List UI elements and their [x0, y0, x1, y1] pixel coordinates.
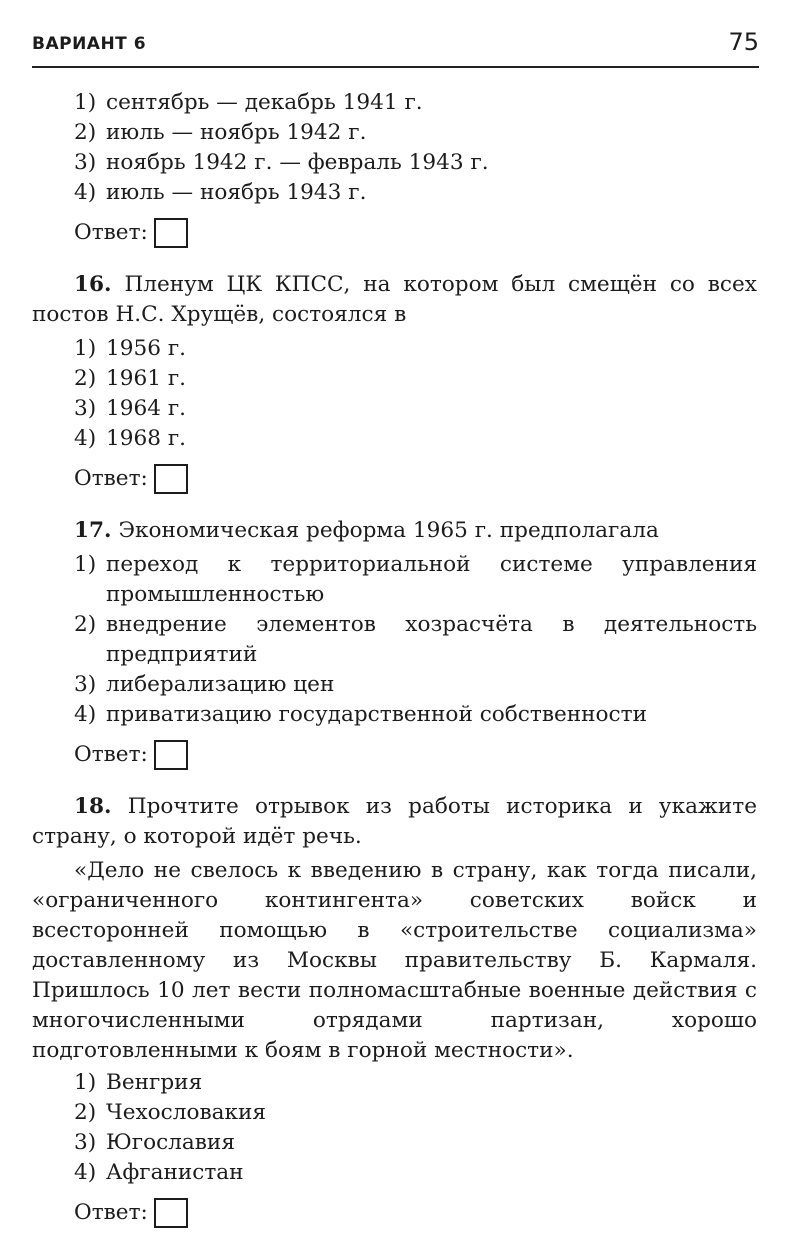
- question-18: [32, 792, 757, 1228]
- answer-row: [32, 740, 757, 770]
- answer-label: Ответ:: [74, 466, 148, 491]
- option-item: [32, 700, 757, 730]
- option-number: 3): [74, 150, 97, 175]
- option-number: 2): [74, 612, 97, 637]
- option-item: [32, 424, 757, 454]
- header-divider: [32, 66, 759, 68]
- option-text: Чехословакия: [106, 1100, 267, 1125]
- question-number: 18.: [74, 794, 112, 819]
- option-text: 1961 г.: [106, 366, 186, 391]
- option-number: 3): [74, 1130, 97, 1155]
- option-item: [32, 1098, 757, 1128]
- option-text: либерализацию цен: [106, 672, 335, 697]
- option-number: 2): [74, 366, 97, 391]
- page-number: 75: [728, 28, 759, 56]
- question-18-options: [32, 1068, 757, 1188]
- option-text: ноябрь 1942 г. — февраль 1943 г.: [106, 150, 489, 175]
- option-text: июль — ноябрь 1943 г.: [106, 180, 367, 205]
- option-text: июль — ноябрь 1942 г.: [106, 120, 367, 145]
- answer-row: [32, 218, 757, 248]
- option-item: [32, 334, 757, 364]
- option-number: 2): [74, 1100, 97, 1125]
- question-17-options: [32, 550, 757, 730]
- option-number: 4): [74, 702, 97, 727]
- answer-box[interactable]: [154, 1198, 188, 1228]
- question-16: [32, 270, 757, 494]
- answer-label: Ответ:: [74, 220, 148, 245]
- option-item: [32, 178, 757, 208]
- question-number: 16.: [74, 272, 112, 297]
- page-header: [32, 28, 759, 68]
- answer-box[interactable]: [154, 464, 188, 494]
- option-text: внедрение элементов хозрасчёта в деятельность предприятий: [106, 612, 757, 667]
- option-number: 4): [74, 426, 97, 451]
- option-item: [32, 1128, 757, 1158]
- answer-box[interactable]: [154, 218, 188, 248]
- option-item: [32, 118, 757, 148]
- option-text: сентябрь — декабрь 1941 г.: [106, 90, 423, 115]
- question-15: [32, 88, 757, 248]
- option-text: переход к территориальной системе управления промышленностью: [106, 552, 757, 607]
- option-item: [32, 610, 757, 670]
- answer-label: Ответ:: [74, 742, 148, 767]
- option-item: [32, 670, 757, 700]
- option-number: 1): [74, 1070, 97, 1095]
- variant-title: ВАРИАНТ 6: [32, 34, 147, 54]
- question-prompt: Прочтите отрывок из работы историка и укажите страну, о которой идёт речь.: [32, 794, 757, 849]
- option-number: 3): [74, 396, 97, 421]
- question-number: 17.: [74, 518, 112, 543]
- option-item: [32, 88, 757, 118]
- option-text: 1956 г.: [106, 336, 186, 361]
- question-16-options: [32, 334, 757, 454]
- answer-row: [32, 1198, 757, 1228]
- option-text: 1964 г.: [106, 396, 186, 421]
- option-item: [32, 148, 757, 178]
- option-item: [32, 364, 757, 394]
- question-text: [32, 270, 757, 330]
- option-text: 1968 г.: [106, 426, 186, 451]
- option-number: 3): [74, 672, 97, 697]
- option-number: 2): [74, 120, 97, 145]
- option-number: 4): [74, 180, 97, 205]
- option-number: 1): [74, 336, 97, 361]
- answer-row: [32, 464, 757, 494]
- option-number: 1): [74, 90, 97, 115]
- answer-box[interactable]: [154, 740, 188, 770]
- page-content: [32, 88, 757, 1228]
- option-number: 1): [74, 552, 97, 577]
- question-text: [32, 516, 757, 546]
- option-item: [32, 550, 757, 610]
- question-17: [32, 516, 757, 770]
- option-text: Афганистан: [106, 1160, 244, 1185]
- option-item: [32, 394, 757, 424]
- answer-label: Ответ:: [74, 1200, 148, 1225]
- question-15-options: [32, 88, 757, 208]
- option-item: [32, 1158, 757, 1188]
- option-item: [32, 1068, 757, 1098]
- option-text: Югославия: [106, 1130, 235, 1155]
- option-text: Венгрия: [106, 1070, 203, 1095]
- option-number: 4): [74, 1160, 97, 1185]
- question-prompt: Пленум ЦК КПСС, на котором был смещён со всех постов Н.С. Хрущёв, состоялся в: [32, 272, 757, 327]
- option-text: приватизацию государственной собственности: [106, 702, 647, 727]
- question-text: [32, 792, 757, 852]
- question-prompt: Экономическая реформа 1965 г. предполагала: [118, 518, 659, 543]
- historian-quote: «Дело не свелось к введению в страну, как тогда писали, «ограниченного контингента» советских войск и всесторонней помощью в «строительстве социализма» доставленному из Москвы правительству Б. Кармаля. Пришлось 10 лет вести полномасштабные военные действия с многочисленными отрядами партизан, хорошо подготовленными к боям в горной местности».: [32, 858, 757, 1063]
